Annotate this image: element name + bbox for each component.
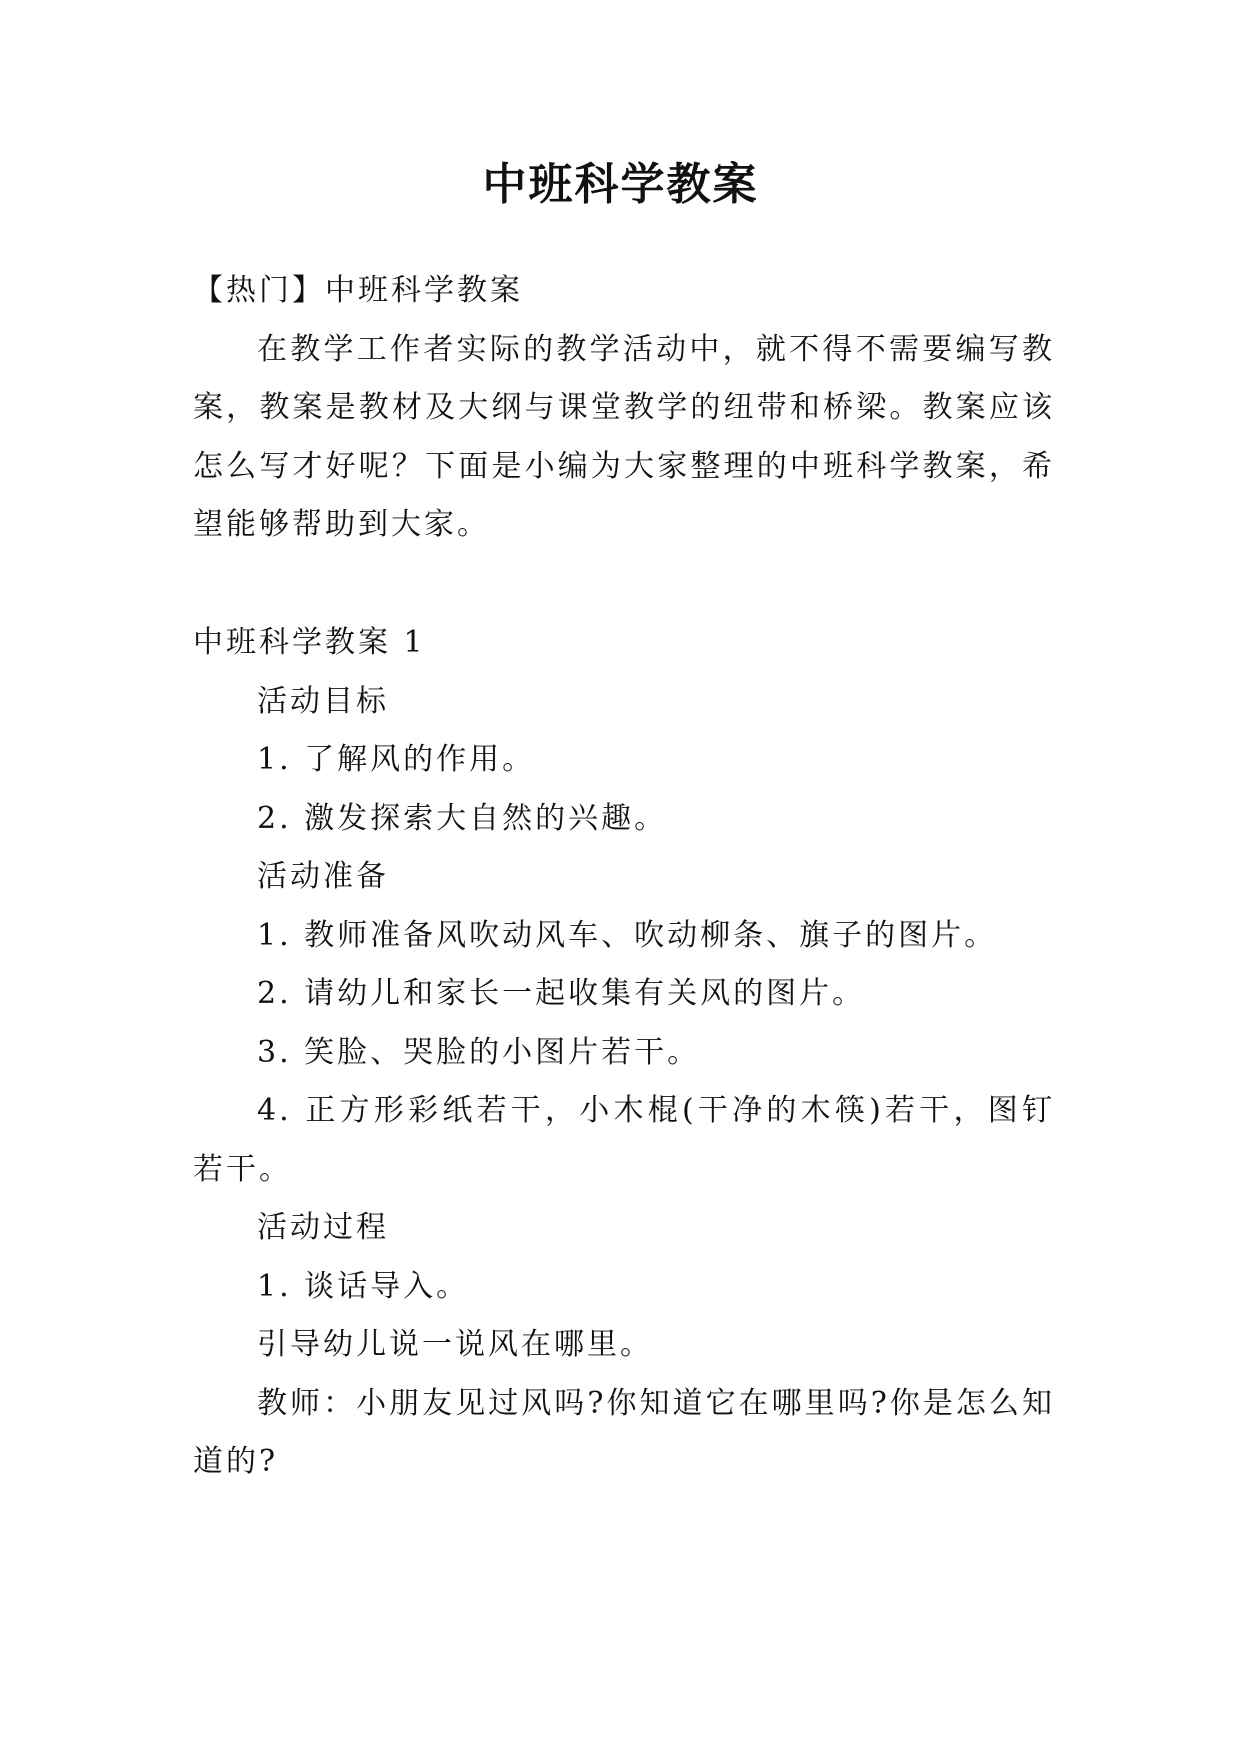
prep-item: 1. 教师准备风吹动风车、吹动柳条、旗子的图片。 xyxy=(257,917,998,953)
prep-item: 3. 笑脸、哭脸的小图片若干。 xyxy=(257,1034,701,1070)
document-title: 中班科学教案 xyxy=(482,159,759,210)
process-heading: 活动过程 xyxy=(257,1210,389,1245)
prep-item: 4. 正方形彩纸若干，小木棍(干净的木筷)若干，图钉若干。 xyxy=(193,1093,1055,1187)
process-item: 1. 谈话导入。 xyxy=(257,1268,470,1304)
intro-heading: 【热门】中班科学教案 xyxy=(193,273,523,308)
prep-heading: 活动准备 xyxy=(257,859,389,894)
process-item: 引导幼儿说一说风在哪里。 xyxy=(257,1327,653,1362)
prep-item: 2. 请幼儿和家长一起收集有关风的图片。 xyxy=(257,976,866,1011)
intro-section xyxy=(193,262,1055,555)
section-heading: 中班科学教案 1 xyxy=(193,625,426,660)
process-item: 教师：小朋友见过风吗?你知道它在哪里吗?你是怎么知道的? xyxy=(193,1385,1055,1479)
goal-heading: 活动目标 xyxy=(257,683,389,719)
goal-item: 1. 了解风的作用。 xyxy=(257,742,536,777)
lesson-plan-section xyxy=(193,614,1055,1492)
intro-paragraph: 在教学工作者实际的教学活动中，就不得不需要编写教案，教案是教材及大纲与课堂教学的纽带和桥梁。教案应该怎么写才好呢？下面是小编为大家整理的中班科学教案，希望能够帮助到大家。 xyxy=(193,331,1055,542)
goal-item: 2. 激发探索大自然的兴趣。 xyxy=(257,800,668,836)
